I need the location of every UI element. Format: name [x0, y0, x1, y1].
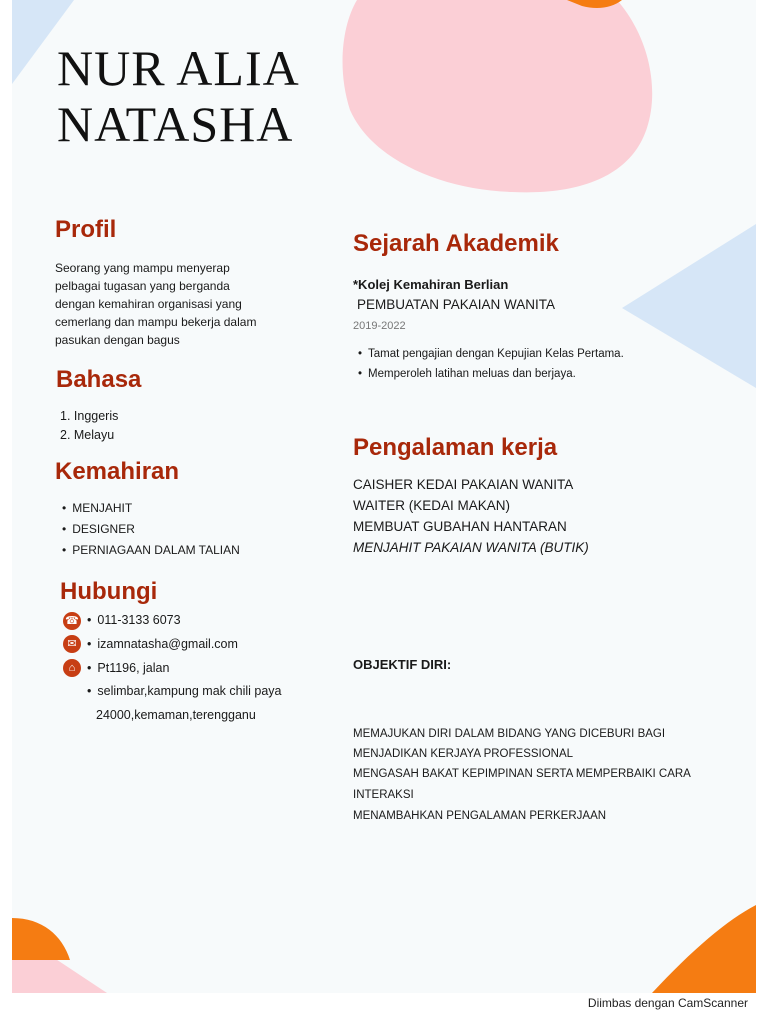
- akademik-point: • Memperoleh latihan meluas dan berjaya.: [358, 368, 576, 380]
- profil-line: Seorang yang mampu menyerap: [55, 261, 230, 275]
- address-line-1: • Pt1196, jalan: [87, 661, 169, 675]
- profil-heading: Profil: [55, 216, 117, 243]
- hubungi-heading: Hubungi: [60, 578, 158, 605]
- objektif-line: MENGASAH BAKAT KEPIMPINAN SERTA MEMPERBAIKI CARA: [353, 768, 691, 780]
- orange-shape-bottom-right: [652, 905, 756, 993]
- bahasa-item: 2. Melayu: [60, 428, 115, 442]
- objektif-line: MENJADIKAN KERJAYA PROFESSIONAL: [353, 748, 574, 760]
- kemahiran-item: • DESIGNER: [62, 522, 135, 536]
- name-line-1: NUR ALIA: [57, 40, 300, 96]
- profil-text: [55, 259, 315, 349]
- profil-line: cemerlang dan mampu bekerja dalam: [55, 315, 257, 329]
- school-name: *Kolej Kemahiran Berlian: [353, 277, 509, 292]
- name-line-2: NATASHA: [57, 96, 294, 152]
- kemahiran-heading: Kemahiran: [55, 458, 180, 485]
- email-address: • izamnatasha@gmail.com: [87, 637, 238, 651]
- kemahiran-item: • MENJAHIT: [62, 501, 132, 515]
- phone-icon: ☎: [63, 612, 81, 630]
- profil-line: pasukan dengan bagus: [55, 333, 180, 347]
- phone-number: • 011-3133 6073: [87, 613, 181, 627]
- pengalaman-item: WAITER (KEDAI MAKAN): [353, 498, 511, 513]
- pengalaman-item: MEMBUAT GUBAHAN HANTARAN: [353, 519, 567, 534]
- blue-triangle-right: [622, 224, 756, 388]
- address-line-3: 24000,kemaman,terengganu: [96, 708, 256, 722]
- course-name: PEMBUATAN PAKAIAN WANITA: [357, 297, 556, 312]
- scanner-watermark: Diimbas dengan CamScanner: [587, 996, 748, 1010]
- objektif-line: MEMAJUKAN DIRI DALAM BIDANG YANG DICEBURI BAGI: [353, 728, 666, 740]
- akademik-heading: Sejarah Akademik: [353, 230, 559, 257]
- email-icon: ✉: [63, 635, 81, 653]
- pink-blob-top: [343, 0, 653, 192]
- pengalaman-heading: Pengalaman kerja: [353, 434, 558, 461]
- resume-page: [12, 0, 756, 993]
- orange-shape-bottom-left: [12, 918, 70, 960]
- objektif-line: MENAMBAHKAN PENGALAMAN PERKERJAAN: [353, 810, 607, 822]
- study-years: 2019-2022: [353, 320, 406, 332]
- profil-line: dengan kemahiran organisasi yang: [55, 297, 242, 311]
- bahasa-item: 1. Inggeris: [60, 409, 119, 423]
- person-name: [57, 40, 300, 152]
- pengalaman-item: CAISHER KEDAI PAKAIAN WANITA: [353, 477, 574, 492]
- address-line-2: • selimbar,kampung mak chili paya: [87, 684, 282, 698]
- home-icon: ⌂: [63, 659, 81, 677]
- bahasa-heading: Bahasa: [56, 366, 142, 393]
- akademik-point: • Tamat pengajian dengan Kepujian Kelas Pertama.: [358, 348, 624, 360]
- objektif-line: INTERAKSI: [353, 789, 414, 801]
- kemahiran-item: • PERNIAGAAN DALAM TALIAN: [62, 543, 240, 557]
- objektif-heading: OBJEKTIF DIRI:: [353, 657, 452, 672]
- profil-line: pelbagai tugasan yang berganda: [55, 279, 230, 293]
- pengalaman-item-italic: MENJAHIT PAKAIAN WANITA (BUTIK): [353, 540, 589, 555]
